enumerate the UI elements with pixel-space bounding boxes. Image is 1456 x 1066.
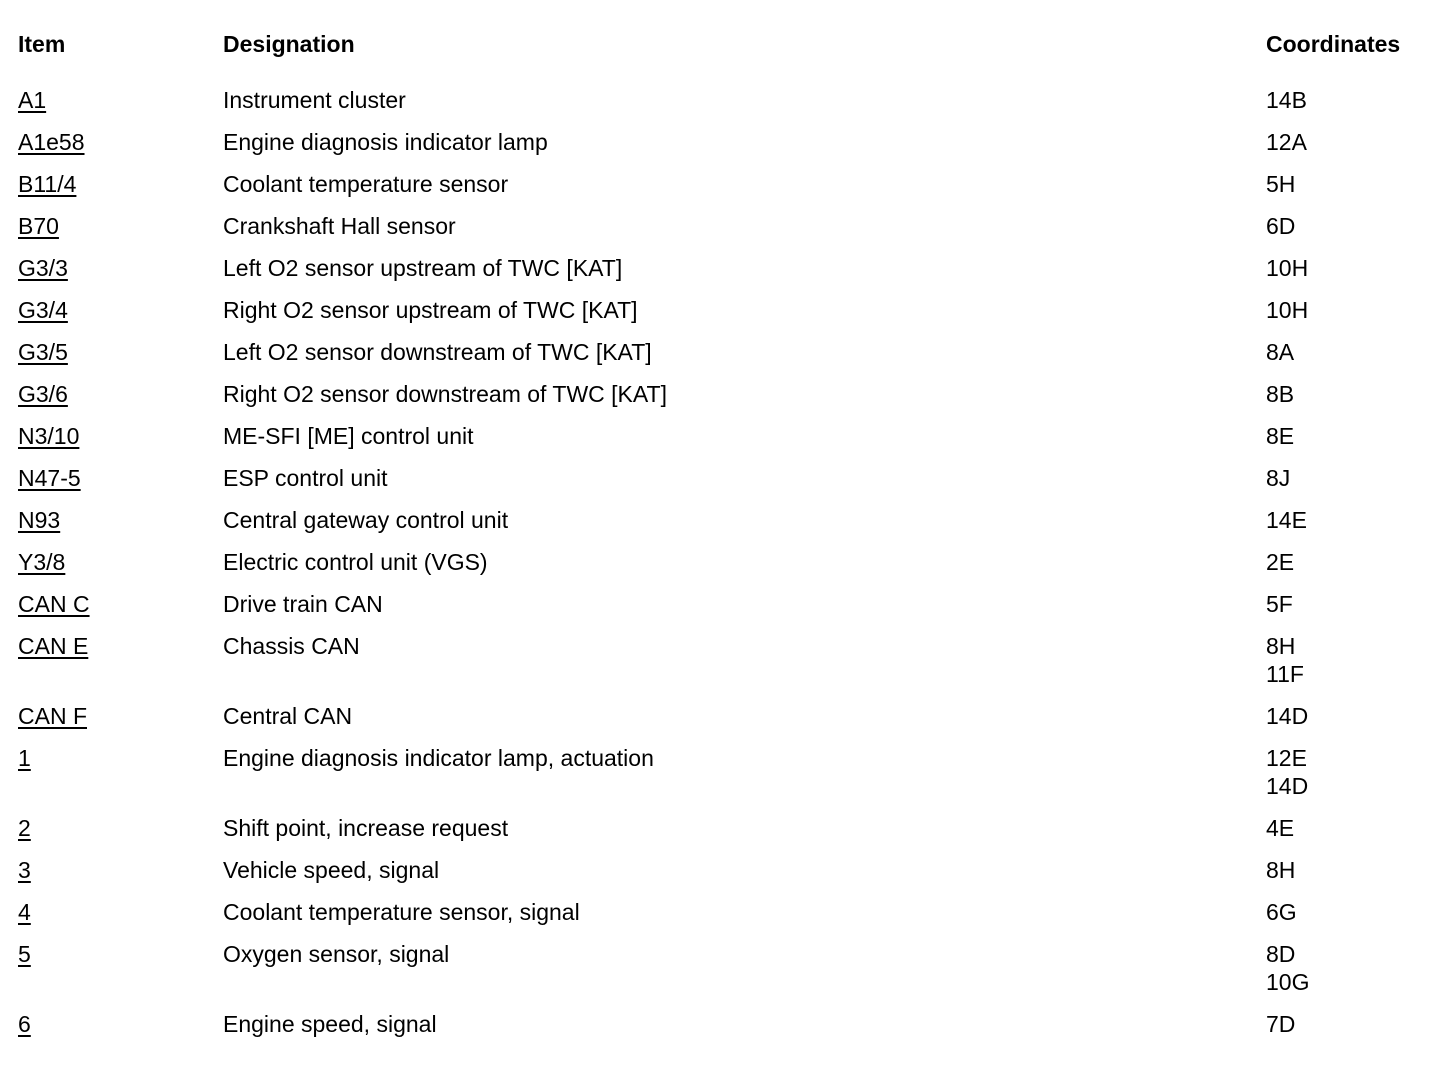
item-cell bbox=[18, 128, 223, 156]
item-link[interactable]: G3/5 bbox=[18, 339, 68, 365]
item-link[interactable]: A1e58 bbox=[18, 129, 85, 155]
item-link[interactable]: 3 bbox=[18, 857, 31, 883]
item-cell bbox=[18, 590, 223, 618]
item-cell bbox=[18, 296, 223, 324]
coordinate-value: 12E bbox=[1266, 745, 1307, 771]
table-row bbox=[18, 450, 1438, 492]
coordinate-value: 10H bbox=[1266, 297, 1309, 323]
table-row bbox=[18, 198, 1438, 240]
coordinate-value: 14D bbox=[1266, 703, 1309, 729]
item-cell bbox=[18, 170, 223, 198]
item-cell bbox=[18, 422, 223, 450]
table-row bbox=[18, 884, 1438, 926]
coordinate-value: 7D bbox=[1266, 1011, 1296, 1037]
item-cell bbox=[18, 898, 223, 926]
item-cell bbox=[18, 254, 223, 282]
item-link[interactable]: 2 bbox=[18, 815, 31, 841]
coordinate-value: 5H bbox=[1266, 171, 1296, 197]
table-row bbox=[18, 366, 1438, 408]
designation-cell: Chassis CAN bbox=[223, 633, 360, 659]
coordinate-value: 2E bbox=[1266, 549, 1295, 575]
table-row bbox=[18, 996, 1438, 1038]
item-cell bbox=[18, 632, 223, 660]
table-row bbox=[18, 492, 1438, 534]
coordinate-value: 6G bbox=[1266, 899, 1297, 925]
coordinates-cell bbox=[1266, 422, 1438, 450]
designation-cell: Left O2 sensor downstream of TWC [KAT] bbox=[223, 339, 652, 365]
coordinate-value: 6D bbox=[1266, 213, 1296, 239]
item-link[interactable]: CAN E bbox=[18, 633, 89, 659]
item-link[interactable]: N3/10 bbox=[18, 423, 80, 449]
table-row bbox=[18, 282, 1438, 324]
item-link[interactable]: 4 bbox=[18, 899, 31, 925]
designation-cell: Vehicle speed, signal bbox=[223, 857, 440, 883]
table-row bbox=[18, 72, 1438, 114]
coordinate-value: 8E bbox=[1266, 423, 1295, 449]
coordinates-cell bbox=[1266, 1010, 1438, 1038]
designation-cell: Engine diagnosis indicator lamp, actuation bbox=[223, 745, 654, 771]
coordinate-value: 8H bbox=[1266, 633, 1296, 659]
item-cell bbox=[18, 464, 223, 492]
item-cell bbox=[18, 744, 223, 772]
table-row bbox=[18, 618, 1438, 688]
coordinate-value: 4E bbox=[1266, 815, 1295, 841]
item-link[interactable]: N47-5 bbox=[18, 465, 81, 491]
designation-cell: Right O2 sensor upstream of TWC [KAT] bbox=[223, 297, 638, 323]
table-row bbox=[18, 688, 1438, 730]
coordinate-value: 12A bbox=[1266, 129, 1307, 155]
designation-cell: ESP control unit bbox=[223, 465, 388, 491]
designation-cell: Oxygen sensor, signal bbox=[223, 941, 450, 967]
item-cell bbox=[18, 1010, 223, 1038]
designation-cell: Right O2 sensor downstream of TWC [KAT] bbox=[223, 381, 667, 407]
header-designation: Designation bbox=[223, 31, 355, 57]
coordinates-cell bbox=[1266, 254, 1438, 282]
item-link[interactable]: B70 bbox=[18, 213, 59, 239]
table-body bbox=[18, 72, 1438, 1038]
item-link[interactable]: 5 bbox=[18, 941, 31, 967]
coordinates-cell bbox=[1266, 296, 1438, 324]
table-row bbox=[18, 408, 1438, 450]
item-link[interactable]: N93 bbox=[18, 507, 61, 533]
designation-cell: Coolant temperature sensor bbox=[223, 171, 509, 197]
coordinate-value: 14E bbox=[1266, 507, 1307, 533]
table-row bbox=[18, 576, 1438, 618]
coordinate-value: 10G bbox=[1266, 969, 1310, 995]
item-cell bbox=[18, 814, 223, 842]
item-link[interactable]: B11/4 bbox=[18, 171, 77, 197]
table-row bbox=[18, 534, 1438, 576]
item-cell bbox=[18, 338, 223, 366]
designation-cell: Drive train CAN bbox=[223, 591, 383, 617]
coordinates-cell bbox=[1266, 702, 1438, 730]
coordinates-cell bbox=[1266, 170, 1438, 198]
coordinates-cell bbox=[1266, 548, 1438, 576]
item-cell bbox=[18, 940, 223, 968]
designation-cell: Instrument cluster bbox=[223, 87, 406, 113]
item-link[interactable]: G3/3 bbox=[18, 255, 68, 281]
item-link[interactable]: A1 bbox=[18, 87, 47, 113]
table-row bbox=[18, 730, 1438, 800]
designation-cell: ME-SFI [ME] control unit bbox=[223, 423, 474, 449]
coordinate-value: 8J bbox=[1266, 465, 1291, 491]
item-link[interactable]: 1 bbox=[18, 745, 31, 771]
coordinates-cell bbox=[1266, 856, 1438, 884]
header-coordinates: Coordinates bbox=[1266, 31, 1401, 57]
item-link[interactable]: G3/4 bbox=[18, 297, 68, 323]
coordinate-value: 5F bbox=[1266, 591, 1293, 617]
designation-cell: Electric control unit (VGS) bbox=[223, 549, 488, 575]
designation-cell: Central CAN bbox=[223, 703, 353, 729]
item-link[interactable]: Y3/8 bbox=[18, 549, 66, 575]
designation-cell: Crankshaft Hall sensor bbox=[223, 213, 456, 239]
coordinates-cell bbox=[1266, 380, 1438, 408]
designation-cell: Left O2 sensor upstream of TWC [KAT] bbox=[223, 255, 623, 281]
header-item: Item bbox=[18, 31, 66, 57]
coordinate-value: 14B bbox=[1266, 87, 1307, 113]
table-header-row bbox=[18, 25, 1438, 72]
coordinates-cell bbox=[1266, 940, 1438, 996]
table-row bbox=[18, 800, 1438, 842]
coordinates-cell bbox=[1266, 898, 1438, 926]
item-link[interactable]: CAN C bbox=[18, 591, 90, 617]
table-row bbox=[18, 240, 1438, 282]
coordinate-value: 8A bbox=[1266, 339, 1295, 365]
item-cell bbox=[18, 212, 223, 240]
table-row bbox=[18, 842, 1438, 884]
table-row bbox=[18, 114, 1438, 156]
coordinates-cell bbox=[1266, 464, 1438, 492]
item-cell bbox=[18, 548, 223, 576]
designation-cell: Central gateway control unit bbox=[223, 507, 509, 533]
coordinates-cell bbox=[1266, 632, 1438, 688]
item-link[interactable]: CAN F bbox=[18, 703, 87, 729]
coordinate-value: 14D bbox=[1266, 773, 1309, 799]
designation-cell: Engine speed, signal bbox=[223, 1011, 437, 1037]
coordinates-cell bbox=[1266, 212, 1438, 240]
designation-cell: Coolant temperature sensor, signal bbox=[223, 899, 580, 925]
coordinate-value: 8B bbox=[1266, 381, 1295, 407]
coordinates-cell bbox=[1266, 506, 1438, 534]
item-cell bbox=[18, 856, 223, 884]
coordinate-value: 11F bbox=[1266, 661, 1304, 687]
table-row bbox=[18, 926, 1438, 996]
coordinates-cell bbox=[1266, 744, 1438, 800]
coordinate-value: 8D bbox=[1266, 941, 1296, 967]
coordinate-value: 10H bbox=[1266, 255, 1309, 281]
coordinates-cell bbox=[1266, 590, 1438, 618]
item-cell bbox=[18, 506, 223, 534]
table-row bbox=[18, 324, 1438, 366]
table-row bbox=[18, 156, 1438, 198]
item-cell bbox=[18, 380, 223, 408]
item-cell bbox=[18, 702, 223, 730]
item-link[interactable]: G3/6 bbox=[18, 381, 68, 407]
coordinates-cell bbox=[1266, 86, 1438, 114]
coordinate-value: 8H bbox=[1266, 857, 1296, 883]
coordinates-cell bbox=[1266, 814, 1438, 842]
item-cell bbox=[18, 86, 223, 114]
coordinates-cell bbox=[1266, 338, 1438, 366]
item-link[interactable]: 6 bbox=[18, 1011, 31, 1037]
legend-table bbox=[18, 25, 1438, 1038]
designation-cell: Engine diagnosis indicator lamp bbox=[223, 129, 548, 155]
coordinates-cell bbox=[1266, 128, 1438, 156]
designation-cell: Shift point, increase request bbox=[223, 815, 509, 841]
